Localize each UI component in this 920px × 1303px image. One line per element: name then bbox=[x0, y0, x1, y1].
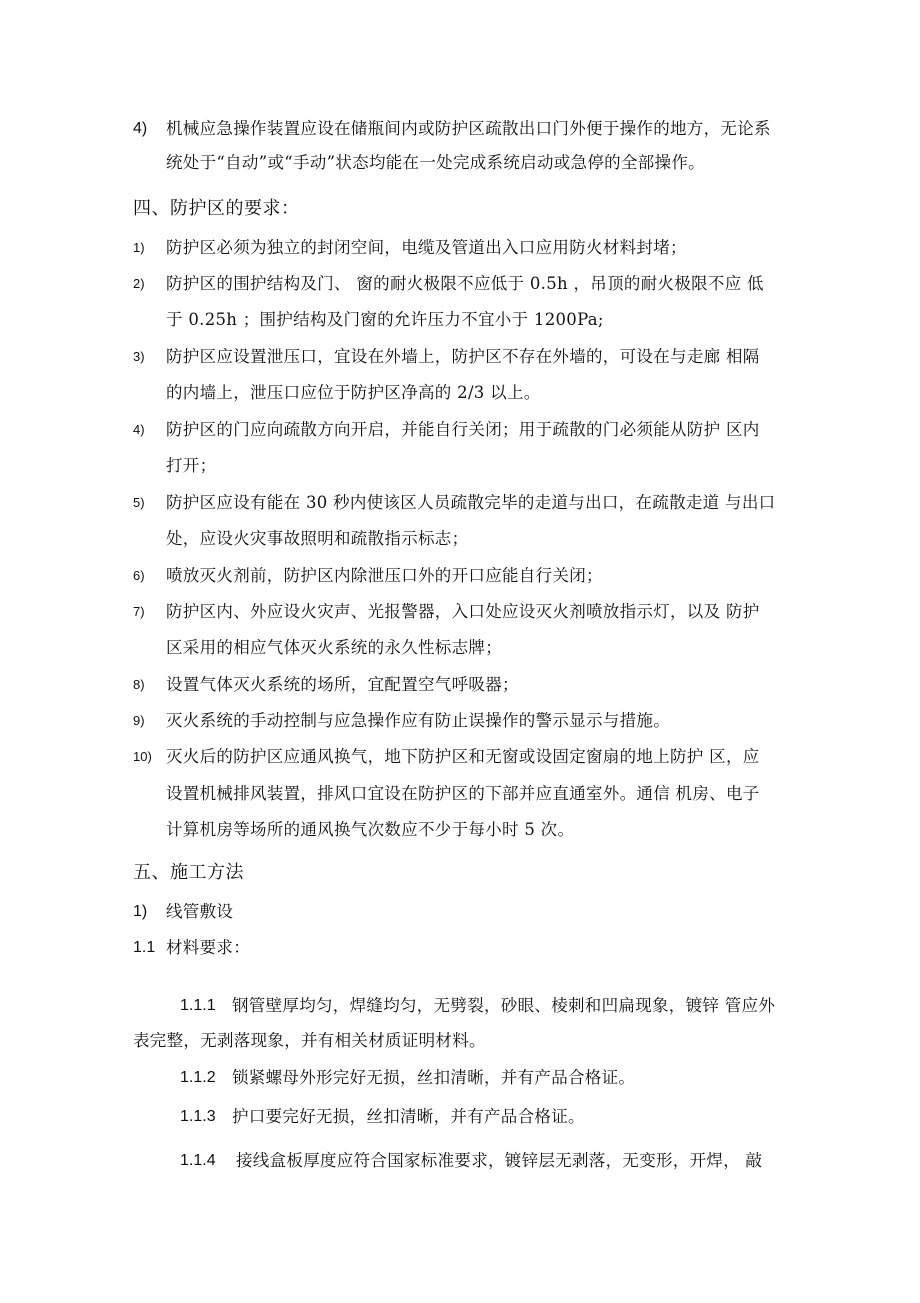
section-heading: 四、防护区的要求： bbox=[133, 198, 300, 219]
clause-number: 1.1.2 bbox=[180, 1069, 216, 1086]
list-number: 3) bbox=[133, 349, 145, 364]
clause-number: 1.1.1 bbox=[180, 997, 216, 1014]
paragraph-line: 防护区内、外应设火灾声、光报警器，入口处应设灭火剂喷放指示灯，以及 防护 bbox=[166, 602, 760, 621]
list-number: 10) bbox=[133, 749, 152, 764]
clause-number: 1.1.3 bbox=[180, 1108, 216, 1125]
list-number: 8) bbox=[133, 677, 145, 692]
paragraph-line: 防护区必须为独立的封闭空间，电缆及管道出入口应用防火材料封堵； bbox=[166, 238, 687, 257]
paragraph-line: 的内墙上，泄压口应位于防护区净高的 2/3 以上。 bbox=[166, 383, 541, 402]
list-number: 2) bbox=[133, 276, 145, 291]
paragraph-line: 防护区应设有能在 30 秒内使该区人员疏散完毕的走道与出口，在疏散走道 与出口 bbox=[166, 493, 776, 512]
paragraph-line: 锁紧螺母外形完好无损，丝扣清晰，并有产品合格证。 bbox=[232, 1068, 636, 1087]
subheading: 线管敷设 bbox=[166, 902, 234, 921]
paragraph-line: 灭火后的防护区应通风换气，地下防护区和无窗或设固定窗扇的地上防护 区，应 bbox=[166, 747, 760, 766]
paragraph-line: 防护区应设置泄压口，宜设在外墙上，防护区不存在外墙的，可设在与走廊 相隔 bbox=[166, 347, 760, 366]
list-number: 1.1 bbox=[133, 939, 156, 956]
paragraph-line: 表完整，无剥落现象，并有相关材质证明材料。 bbox=[133, 1031, 486, 1050]
paragraph-line: 打开； bbox=[166, 456, 217, 475]
paragraph-line: 于 0.25h ；围护结构及门窗的允许压力不宜小于 1200Pa; bbox=[166, 310, 604, 329]
paragraph-line: 灭火系统的手动控制与应急操作应有防止误操作的警示显示与措施。 bbox=[166, 711, 670, 730]
list-number: 7) bbox=[133, 604, 145, 619]
paragraph-line: 计算机房等场所的通风换气次数应不少于每小时 5 次。 bbox=[166, 820, 575, 839]
list-number: 9) bbox=[133, 713, 145, 728]
clause-number: 1.1.4 bbox=[180, 1152, 216, 1169]
paragraph-line: 防护区的围护结构及门、 窗的耐火极限不应低于 0.5h ，吊顶的耐火极限不应 低 bbox=[166, 274, 764, 293]
paragraph-line: 统处于“自动”或“手动”状态均能在一处完成系统启动或急停的全部操作。 bbox=[166, 153, 705, 172]
paragraph-line: 接线盒板厚度应符合国家标准要求，镀锌层无剥落，无变形，开焊， 敲 bbox=[236, 1151, 763, 1170]
list-number: 5) bbox=[133, 495, 145, 510]
section-heading: 五、施工方法 bbox=[133, 862, 244, 883]
paragraph-line: 区采用的相应气体灭火系统的永久性标志牌； bbox=[166, 638, 502, 657]
subheading: 材料要求： bbox=[166, 938, 250, 957]
paragraph-line: 机械应急操作装置应设在储瓶间内或防护区疏散出口门外便于操作的地方，无论系 bbox=[166, 119, 771, 138]
paragraph-line: 防护区的门应向疏散方向开启，并能自行关闭；用于疏散的门必须能从防护 区内 bbox=[166, 420, 760, 439]
paragraph-line: 处，应设火灾事故照明和疏散指示标志； bbox=[166, 529, 469, 548]
paragraph-line: 喷放灭火剂前，防护区内除泄压口外的开口应能自行关闭； bbox=[166, 566, 603, 585]
list-number: 4) bbox=[133, 120, 148, 137]
list-number: 6) bbox=[133, 568, 145, 583]
paragraph-line: 护口要完好无损，丝扣清晰，并有产品合格证。 bbox=[232, 1107, 585, 1126]
list-number: 1) bbox=[133, 903, 148, 920]
paragraph-line: 钢管壁厚均匀，焊缝均匀，无劈裂，砂眼、棱刺和凹扁现象，镀锌 管应外 bbox=[232, 996, 776, 1015]
list-number: 1) bbox=[133, 240, 145, 255]
paragraph-line: 设置机械排风装置，排风口宜设在防护区的下部并应直通室外。通信 机房、电子 bbox=[166, 784, 760, 803]
paragraph-line: 设置气体灭火系统的场所，宜配置空气呼吸器； bbox=[166, 675, 519, 694]
list-number: 4) bbox=[133, 422, 145, 437]
